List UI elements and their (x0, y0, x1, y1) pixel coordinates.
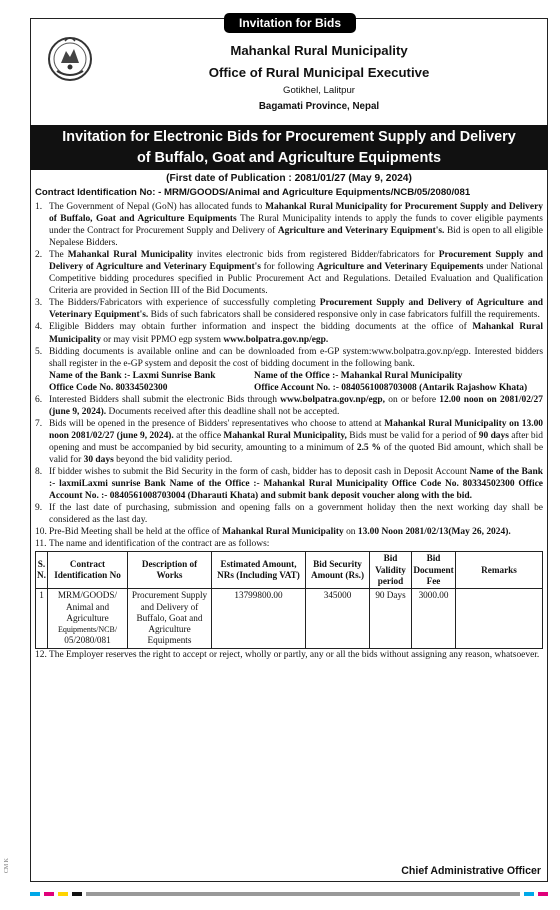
item-text-bold: 13.00 Noon 2081/02/13(May 26, 2024). (357, 527, 511, 538)
province: Bagamati Province, Nepal (258, 101, 380, 112)
side-code: CM K (4, 858, 10, 874)
item-text (49, 418, 543, 466)
item-number: 3. (35, 298, 43, 309)
item-number: 5. (35, 346, 43, 357)
office-code: Office Code No. 80334502300 (49, 382, 168, 393)
contract-id-line: Equipments/NCB/ (57, 625, 118, 635)
bank-details (35, 370, 543, 394)
item-text (49, 297, 543, 321)
table-row (36, 589, 543, 648)
contract-table (35, 551, 543, 648)
cell-description: Procurement Supply and Delivery of Buffalo, Goat and Agriculture Equipments (128, 589, 212, 648)
invitation-badge: Invitation for Bids (224, 13, 356, 33)
item-text-bold: Mahankal Rural Municipality (49, 322, 543, 345)
table-header-cell: Bid Validity period (370, 552, 412, 589)
notice-item (35, 538, 543, 550)
title-line-1: Invitation for Electronic Bids for Procurement Supply and Delivery (62, 129, 516, 145)
item-text-run: Bid is open to all eligible Nepalese Bidders. (49, 226, 543, 249)
notice-item (35, 526, 543, 538)
item-text-run: beyond the bid validity period. (113, 454, 233, 465)
item-text-bold: Procurement Supply and Delivery of Agriculture and Veterinary Equipment's (49, 250, 544, 273)
notice-item (35, 297, 543, 321)
color-registration-bar (30, 892, 548, 896)
item-text-run: invites electronic bids from registered Bidder/fabricators for (192, 250, 439, 261)
item-text-run: Pre-Bid Meeting shall be held at the office of (49, 527, 223, 538)
item-text-run: on or before (385, 394, 440, 405)
contract-identification: Contract Identification No: - MRM/GOODS/Animal and Agriculture Equipments/NCB/05/2080/081 (35, 187, 471, 198)
item-text-bold: Agriculture and Veterinary Equipment's. (277, 226, 445, 237)
notice-item (35, 394, 543, 418)
item-text (49, 394, 543, 418)
item-number: 8. (35, 467, 43, 478)
notice-item (35, 466, 543, 502)
item-text-bold: www.bolpatra.gov.np/egp. (223, 334, 329, 345)
item-text-bold: 90 days (478, 430, 509, 441)
item-text-bold: Procurement Supply and Delivery of Agriculture and Veterinary Equipment's. (49, 298, 544, 321)
item-text-run: after bid opening and must be accompanied by bid security, amounting to a minimum of (49, 430, 543, 453)
notice-items (35, 201, 543, 661)
table-header-cell: Bid Security Amount (Rs.) (306, 552, 370, 589)
item-text-run: Eligible Bidders may obtain further information and inspect the bidding documents at the office of (49, 322, 473, 333)
item-text-bold: Mahankal Rural Municipality for Procurement Supply and Delivery of Buffalo, Goat and Agriculture Equipments (49, 202, 543, 225)
office-name-bank: Name of the Office :- Mahankal Rural Municipality (254, 370, 463, 381)
item-text-bold: Mahankal Rural Municipality, (223, 430, 347, 441)
item-number: 6. (35, 394, 43, 405)
office-account: Office Account No. :- 0840561008703008 (Antarik Rajashow Khata) (254, 382, 528, 393)
cell-bid-security: 345000 (306, 589, 370, 648)
item-text (49, 321, 543, 345)
item-text-bold: Mahankal Rural Municipality (222, 527, 344, 538)
item-text-run: Documents received after this deadline shall not be accepted. (106, 406, 340, 417)
item-number: 9. (35, 503, 43, 514)
item-text-run: Bidding documents is available online and can be downloaded from e-GP system:www.bolpatra.gov.np/egp. Interested bidders shall register in the e-GP system and deposit the cost of bidding document in the following bank. (49, 346, 543, 369)
cell-fee: 3000.00 (412, 589, 456, 648)
item-text-run: for following (260, 262, 317, 273)
item-text-bold: www.bolpatra.gov.np/egp, (280, 394, 386, 405)
cell-estimated-amount: 13799800.00 (212, 589, 306, 648)
item-text-run: Bids must be valid for a period of (346, 430, 479, 441)
item-text (49, 249, 543, 297)
table-header-cell: Contract Identification No (48, 552, 128, 589)
item-text (49, 201, 543, 249)
notice-item (35, 321, 543, 345)
item-number: 12. (35, 649, 47, 660)
title-line-2: of Buffalo, Goat and Agriculture Equipments (136, 150, 442, 166)
item-text-bold: 30 days (83, 454, 114, 465)
item-number: 2. (35, 250, 43, 261)
item-number: 4. (35, 322, 43, 333)
table-header-row (36, 552, 543, 589)
table-header-cell: Bid Document Fee (412, 552, 456, 589)
item-number: 10. (35, 527, 47, 538)
item-text-run: If bidder wishes to submit the Bid Security in the form of cash, bidder has to deposit cash in Deposit Account (49, 467, 470, 478)
item-text-run: The Rural Municipality intends to apply the funds to cover eligible payments under the Contract for Procurement Supply and Delivery of (49, 214, 543, 237)
item-text-run: The Government of Nepal (GoN) has allocated funds to (49, 202, 266, 212)
signature-title: Chief Administrative Officer (401, 865, 541, 877)
item-text (49, 538, 543, 550)
item-text-run: or may visit PPMO egp system (100, 334, 224, 345)
cell-validity: 90 Days (370, 589, 412, 648)
item-text-bold: Name of the Bank :- laxmiLaxmi sunrise Bank Name of the Office :- Mahankal Rural Municipality Office Code No. 80334502300 Office Account No. :- 0840561008703004 (Dharauti Khata) and submit bank deposit voucher along with the bid. (49, 467, 543, 502)
item-text-bold: Mahankal Rural Municipality on 13.00 noon 2081/02/27 (june 9, 2024). (49, 418, 544, 441)
notice-title-banner (30, 125, 548, 170)
table-header-cell: Remarks (456, 552, 543, 589)
item-text-run: at the office (173, 430, 224, 441)
item-number: 1. (35, 202, 43, 212)
notice-item (35, 249, 543, 297)
item-text (49, 502, 543, 526)
table-header-cell: Estimated Amount, NRs (Including VAT) (212, 552, 306, 589)
item-text-run: If the last date of purchasing, submission and opening falls on a government holiday then the next working day shall be considered as the last day. (49, 503, 543, 526)
item-number: 11. (35, 539, 47, 550)
cell-remarks (456, 589, 543, 648)
cell-contract-id (48, 589, 128, 648)
notice-item (35, 649, 543, 661)
item-text-run: on (343, 527, 358, 538)
contract-id-line: MRM/GOODS/ Animal and Agriculture (57, 590, 118, 623)
publication-date: (First date of Publication : 2081/01/27 (May 9, 2024) (166, 173, 412, 184)
item-text-bold: 12.00 noon on 2081/02/27 (june 9, 2024). (49, 394, 543, 417)
contract-table-wrap (35, 551, 543, 648)
item-text-run: Bids will be opened in the presence of Bidders' representatives who choose to attend at (49, 418, 385, 429)
item-number: 7. (35, 418, 43, 429)
notice-item (35, 201, 543, 249)
item-text (49, 526, 543, 538)
notice-item (35, 418, 543, 466)
item-text-bold: 2.5 % (356, 442, 381, 453)
table-header-cell: S. N. (36, 552, 48, 589)
item-text (49, 466, 543, 502)
municipality-name: Mahankal Rural Municipality (230, 43, 408, 58)
item-text-bold: Mahankal Rural Municipality (67, 250, 193, 261)
contract-id-line: 05/2080/081 (64, 635, 111, 646)
item-text-run: The name and identification of the contract are as follows: (49, 539, 270, 550)
item-text-run: of the quoted Bid amount, which shall be valid for (49, 442, 544, 465)
item-text (49, 649, 543, 661)
item-text-run: under National Competitive bidding procedures specified in Public Procurement Act and Regulations. Detailed Evaluation and Qualification Criteria are provided in Section III of the Bid Documents. (49, 262, 543, 297)
notice-item (35, 346, 543, 370)
nepal-emblem-icon (45, 33, 95, 85)
item-text-run: Interested Bidders shall submit the electronic Bids through (49, 394, 281, 405)
bank-name: Name of the Bank :- Laxmi Sunrise Bank (49, 370, 216, 381)
item-text-run: The (49, 250, 68, 261)
notice-header (31, 16, 547, 121)
office-name: Office of Rural Municipal Executive (208, 65, 430, 80)
item-text-bold: Agriculture and Veterinary Equipements (316, 262, 484, 273)
item-text-run: The Employer reserves the right to accept or reject, wholly or partly, any or all the bids without assigning any reason, whatsoever. (49, 649, 540, 660)
office-location: Gotikhel, Lalitpur (283, 85, 355, 96)
item-text (49, 346, 543, 370)
item-text-run: The Bidders/Fabricators with experience of successfully completing (49, 298, 320, 309)
table-header-cell: Description of Works (128, 552, 212, 589)
bid-notice (30, 18, 548, 882)
notice-item (35, 502, 543, 526)
item-text-run: Bids of such fabricators shall be considered responsive only in case fabricators fulfill the requirements. (148, 310, 540, 321)
cell-sn: 1 (36, 589, 48, 648)
